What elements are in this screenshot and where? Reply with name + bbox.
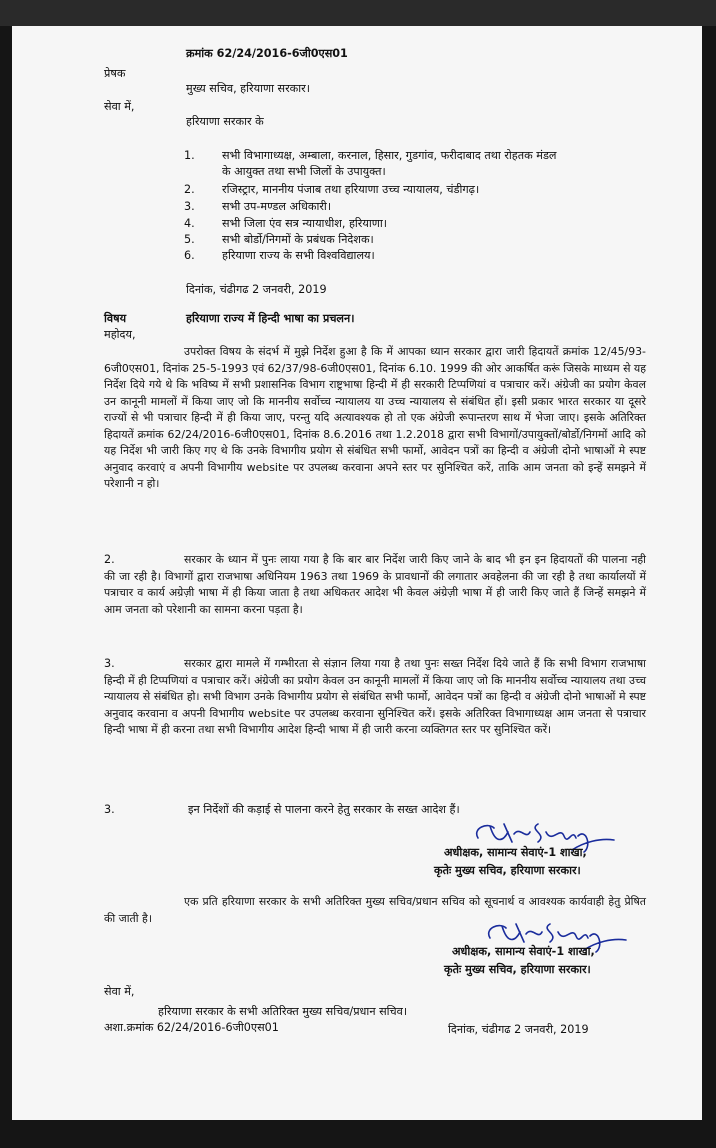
- list-item-number: 3.: [184, 200, 195, 213]
- recipient-intro: हरियाणा सरकार के: [186, 115, 264, 128]
- bottom-recipient: हरियाणा सरकार के सभी अतिरिक्त मुख्य सचिव/प्रधान सचिव।: [158, 1005, 408, 1018]
- list-item-number: 5.: [184, 233, 195, 246]
- paragraph-2: सरकार के ध्यान में पुनः लाया गया है कि बार बार निर्देश जारी किए जाने के बाद भी इन इन हिदायतों की पालना नही की जा रही है। विभागों द्वारा राजभाषा अधिनियम 1963 तथा 1969 के प्रावधानों की लगातार अवहेलना की जा रही है तथा कार्यालयों में पत्राचार व कार्य अग्रेज़ी भाषा में ही किया जाता है तथा अधिकतर आदेश भी केवल अंग्रेज़ी भाषा में ही जारी किए जाते हैं जिन्हें समझने में आम जनता को परेशानी का सामना करना पड़ता है।: [104, 553, 646, 616]
- list-item-number: 6.: [184, 249, 195, 262]
- date-line: दिनांक, चंढीगढ 2 जनवरी, 2019: [186, 283, 327, 296]
- paragraph-3-number: 3.: [104, 657, 115, 670]
- list-item: सभी जिला एंव सत्र न्यायाधीश, हरियाणा।: [222, 217, 387, 230]
- paragraph-3: सरकार द्वारा मामले में गम्भीरता से संज्ञान लिया गया है तथा पुनः सख्त निर्देश दिये जाते हैं कि सभी विभाग राजभाषा हिन्दी में ही टिप्पणियां व पत्राचार करें। अंग्रेजी का प्रयोग केवल उन कानूनी मामलों में किया जाए जो कि माननीय सर्वोच्च न्यायालय तथा उच्च न्यायालय से संबंधित हो। सभी विभाग उनके विभागीय प्रयोग से संबंधित सभी फार्मो, आवेदन पत्रों का हिन्दी व अंग्रेजी दोनो भाषाओं मे स्पष्ट अनुवाद करवाना व अपनी विभागीय website पर उपलब्ध करवाना सुनिश्चित करें। इसके अतिरिक्त विभागाध्यक्ष आम जनता से पत्राचार हिन्दी भाषा में ही करना तथा सभी विभागीय आदेश हिन्दी भाषा में ही जारी करना व्यक्तिगत स्तर पर सुनिश्चित करें।: [104, 657, 646, 736]
- paragraph-1: उपरोक्त विषय के संदर्भ में मुझे निर्देश हुआ है कि में आपका ध्यान सरकार द्वारा जारी हिदायतें क्रमांक 12/45/93-6जी0एस01, दिनांक 25-5-1993 एवं 62/37/98-6जी0एस01, दिनांक 6.10. 1999 की ओर आकर्षित करूं जिसके माध्यम से यह निर्देश दिये गये थे कि भविष्य में सभी प्रशासनिक विभाग राष्ट्रभाषा हिन्दी में ही सरकारी टिप्पणियां व पत्राचार करें। अंग्रेजी का प्रयोग केवल उन कानूनी मामलों में किया जाए जो कि माननीय सर्वोच्च न्यायालय या उच्च न्यायालय से संबंधित हों। इसी प्रकार भारत सरकार या दूसरे राज्यों से भी पत्राचार हिन्दी में ही किया जाए, परन्तु यदि अत्यावश्यक हो तो एक अंग्रेजी रूपान्तरण साथ में भेजा जाए। इसके अतिरिक्त हिदायतें क्रमांक 62/24/2016-6जी0एस01, दिनांक 8.6.2016 तथा 1.2.2018 द्वारा सभी विभागों/उपायुक्तों/बोर्डो/निगमों आदि को यह निर्देश भी जारी किए गए थे कि उनके विभागीय प्रयोग से संबंधित सभी फार्मो, आवेदन पत्रों का हिन्दी व अंग्रेजी दोनो भाषाओं मे स्पष्ट अनुवाद करवाएं व अपनी विभागीय website पर उपलब्ध करवाना अपने स्तर पर सुनिश्चित करें, ताकि आम जनता को इन्हें समझने में परेशानी न हो।: [104, 345, 647, 490]
- subject-label: विषय: [104, 312, 127, 325]
- bottom-reference: अशा.क्रमांक 62/24/2016-6जी0एस01: [104, 1021, 279, 1034]
- from-label: प्रेषक: [104, 67, 126, 80]
- signature-2-for: कृतेः मुख्य सचिव, हरियाणा सरकार।: [444, 963, 591, 976]
- paragraph-4: इन निर्देशों की कड़ाई से पालना करने हेतु सरकार के सख्त आदेश हैं।: [188, 803, 460, 816]
- to-label: सेवा में,: [104, 100, 135, 113]
- list-item: सभी विभागाध्यक्ष, अम्बाला, करनाल, हिसार, गुडगांव, फरीदाबाद तथा रोहतक मंडल: [222, 149, 557, 162]
- list-item: सभी उप-मण्डल अधिकारी।: [222, 200, 332, 213]
- list-item-number: 1.: [184, 149, 195, 162]
- sender: मुख्य सचिव, हरियाणा सरकार।: [186, 82, 310, 95]
- to-label-2: सेवा में,: [104, 985, 135, 998]
- signature-2-title: अधीक्षक, सामान्य सेवाएं-1 शाखा,: [452, 945, 595, 958]
- list-item-number: 2.: [184, 183, 195, 196]
- paragraph-2-number: 2.: [104, 553, 115, 566]
- list-item-number: 4.: [184, 217, 195, 230]
- subject: हरियाणा राज्य में हिन्दी भाषा का प्रचलन।: [186, 312, 355, 325]
- copy-note: एक प्रति हरियाणा सरकार के सभी अतिरिक्त मुख्य सचिव/प्रधान सचिव को सूचनार्थ व आवश्यक कार्यवाही हेतु प्रेषित की जाती है।: [104, 895, 646, 925]
- letter-page: [12, 26, 702, 1120]
- top-bar: [0, 0, 716, 26]
- list-item: रजिस्ट्रार, माननीय पंजाब तथा हरियाणा उच्च न्यायालय, चंडीगढ़।: [222, 183, 480, 196]
- list-item: हरियाणा राज्य के सभी विश्वविद्यालय।: [222, 249, 375, 262]
- salutation: महोदय,: [104, 328, 136, 341]
- list-item: सभी बोर्डो/निगमों के प्रबंधक निदेशक।: [222, 233, 374, 246]
- reference-number: क्रमांक 62/24/2016-6जी0एस01: [186, 47, 348, 60]
- signature-1-title: अधीक्षक, सामान्य सेवाएं-1 शाखा,: [444, 846, 587, 859]
- bottom-date: दिनांक, चंढीगढ 2 जनवरी, 2019: [448, 1023, 589, 1036]
- signature-1-for: कृतेः मुख्य सचिव, हरियाणा सरकार।: [434, 864, 581, 877]
- list-item-continuation: के आयुक्त तथा सभी जिलों के उपायुक्त।: [222, 165, 386, 178]
- paragraph-4-number: 3.: [104, 803, 115, 816]
